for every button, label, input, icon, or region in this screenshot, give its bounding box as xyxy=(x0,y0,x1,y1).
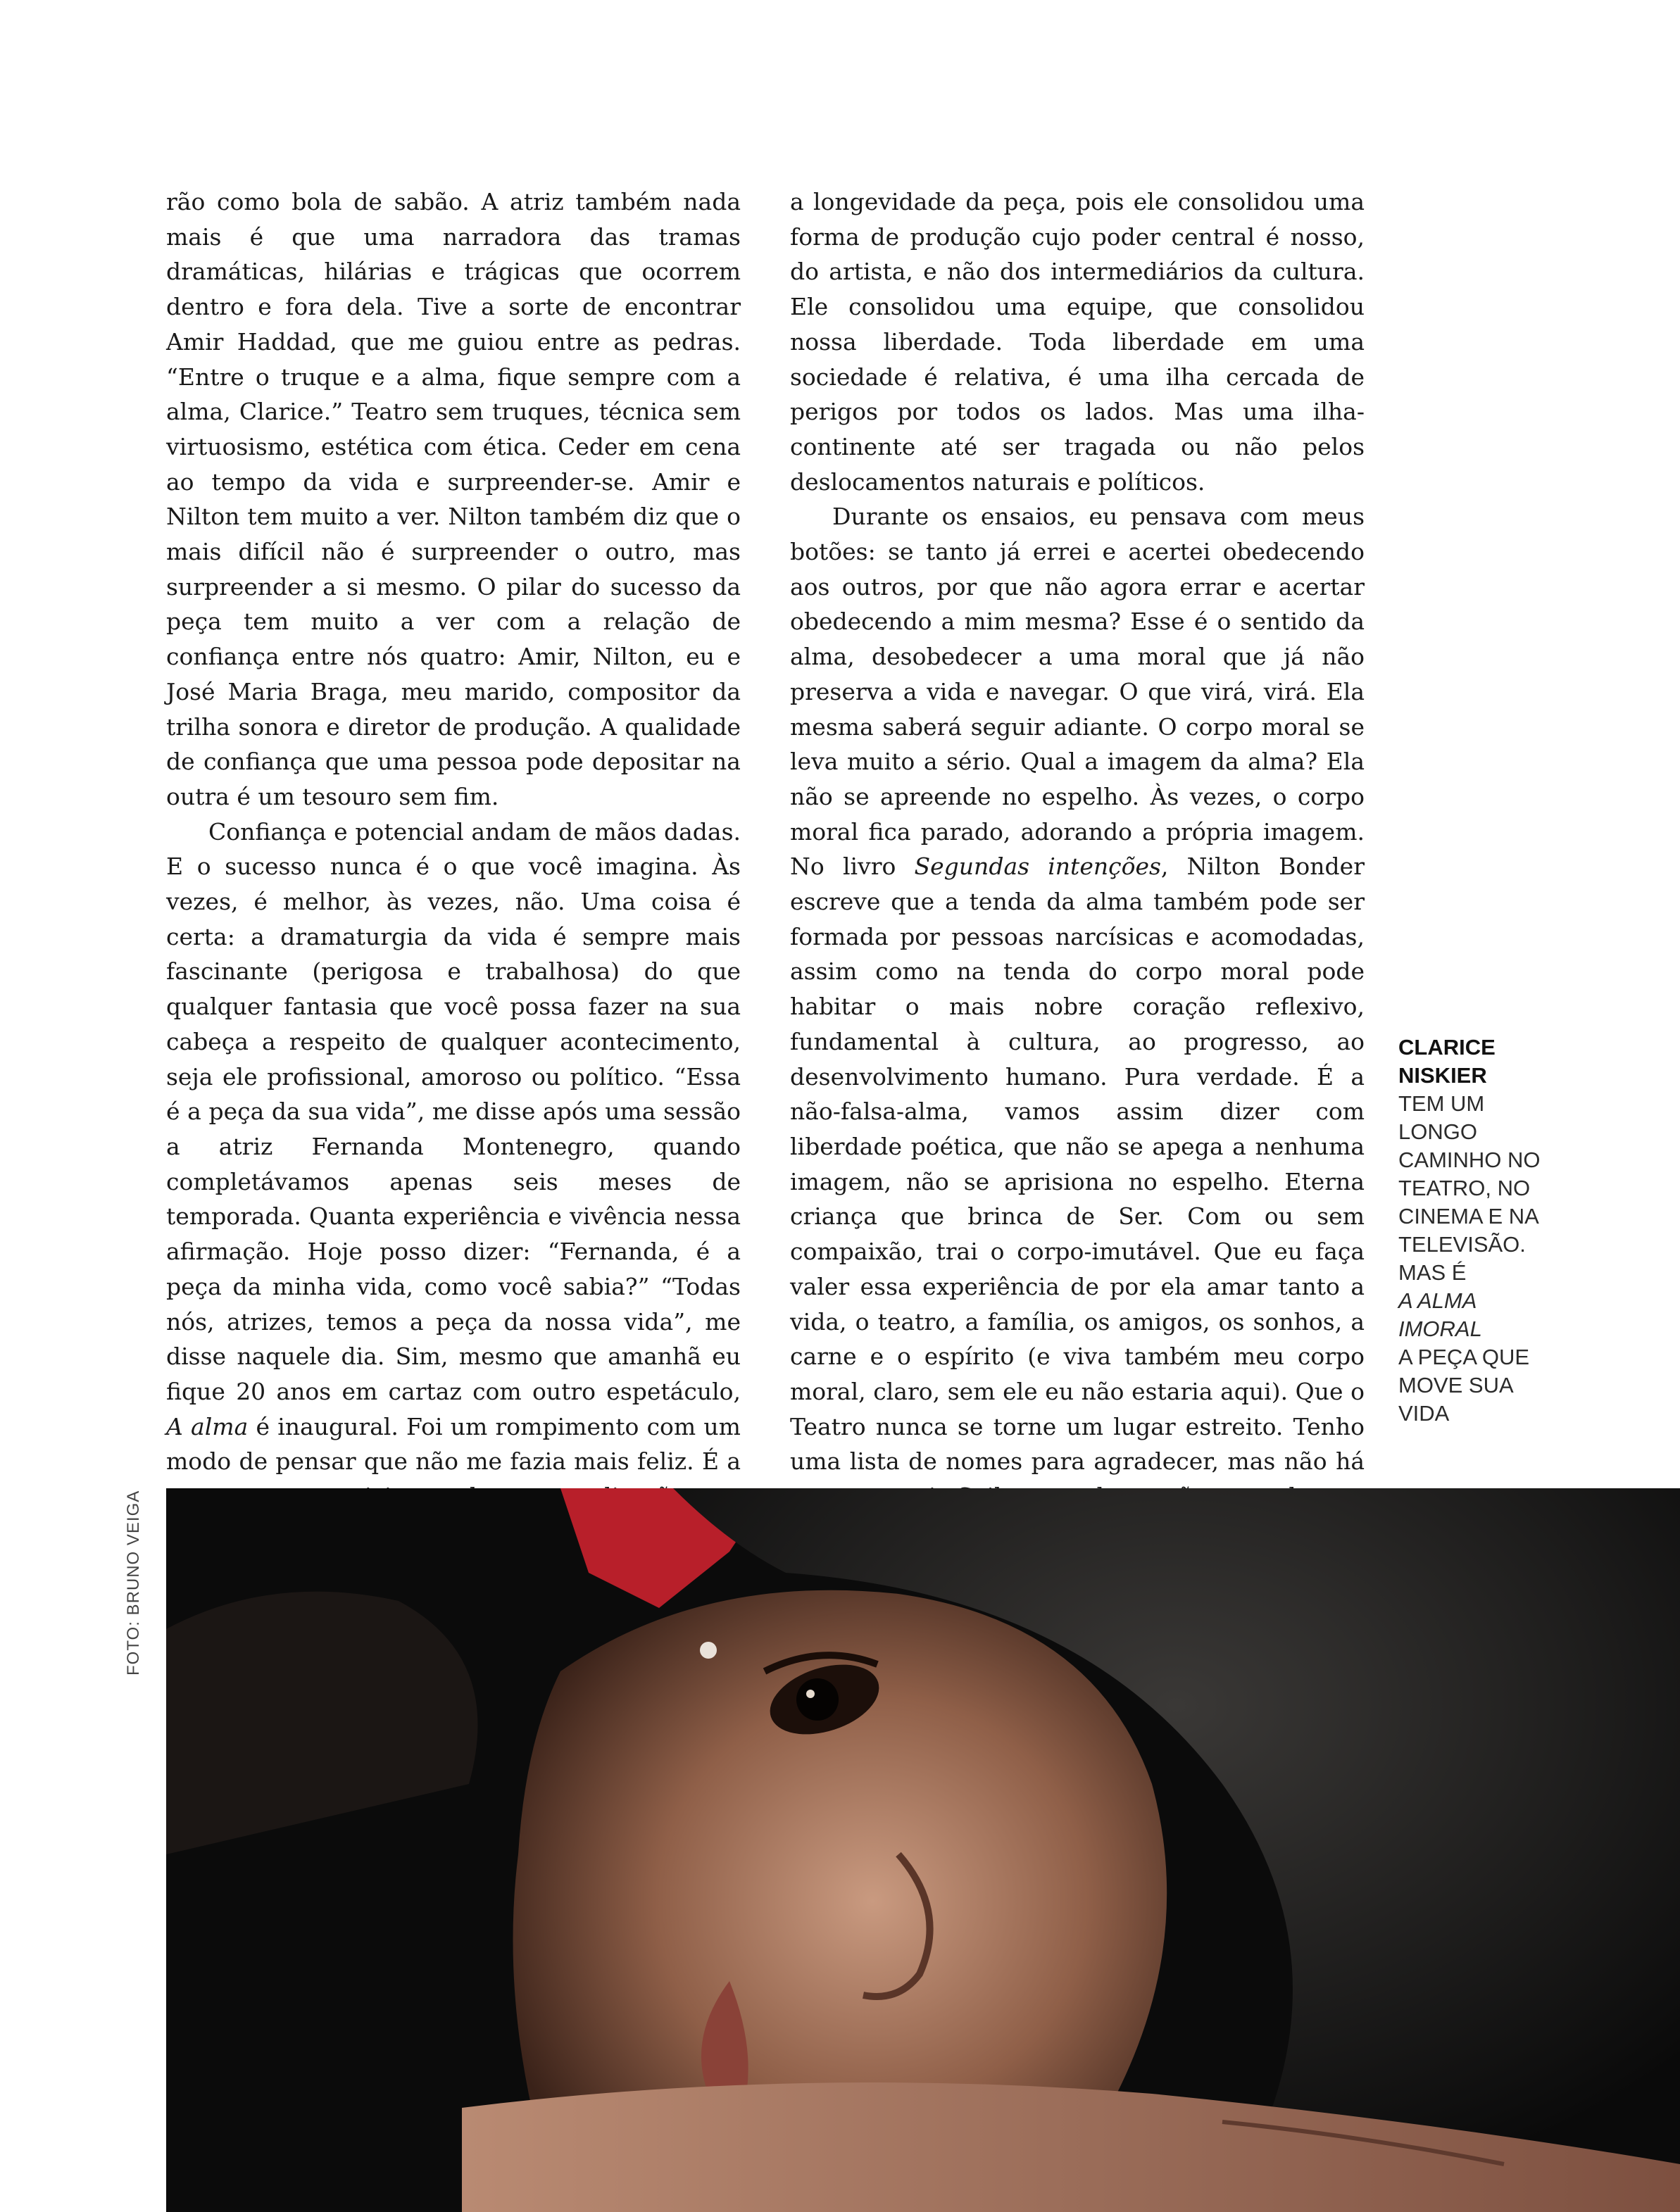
article-column-left xyxy=(166,184,741,1584)
paragraph-text: a longevidade da peça, pois ele consolidou uma forma de produção cujo poder central é nosso, do artista, e não dos intermediários da cultura. Ele consolidou uma equipe, que consolidou nossa liberdade. Toda liberdade em uma sociedade é relativa, é uma ilha cercada de perigos por todos os lados. Mas uma ilha-continente até ser tragada ou não pelos deslocamentos naturais e políticos. xyxy=(790,188,1365,496)
italic-title: Segundas intenções xyxy=(914,853,1161,881)
sidebar-play-title: A ALMA IMORAL xyxy=(1398,1288,1482,1341)
paragraph-text: , Nilton Bonder escreve que a tenda da alma também pode ser formada por pessoas narcísicas e acomodadas, assim como na tenda do corpo moral pode habitar o mais nobre coração reflexivo, fundamental à cultura, ao progresso, ao desenvolvimento humano. Pura verdade. É a não-falsa-alma, vamos assim dizer com liberdade poética, que não se apega a nenhuma imagem, não se aprisiona no espelho. Eterna criança que brinca de Ser. Com ou sem compaixão, trai o corpo-imutável. Que eu faça valer essa experiência de por ela amar tanto a vida, o teatro, a família, os amigos, os sonhos, a carne e o espírito (e viva também meu corpo moral, claro, sem ele eu não estaria aqui). Que o Teatro nunca se torne um lugar estreito. Tenho uma lista de nomes para agradecer, mas não há xyxy=(790,853,1365,1476)
paragraph-text: Confiança e potencial andam de mãos dadas. E o sucesso nunca é o que você imagina. Às vezes, é melhor, às vezes, não. Uma coisa é certa: a dramaturgia da vida é sempre mais fascinante (perigosa e trabalhosa) do que qualquer fantasia que você possa fazer na sua cabeça a respeito de qualquer acontecimento, seja ele profissional, amoroso ou político. “Essa é a peça da sua vida”, me disse após uma sessão a atriz Fernanda Montenegro, quando completávamos apenas seis meses de temporada. Quanta experiência e vivência nessa afirmação. Hoje posso dizer: “Fernanda, é a peça da minha vida, como você sabia?” “Todas nós, atrizes, temos a peça da nossa vida”, me disse naquele dia. Sim, mesmo que amanhã eu fique 20 anos em cartaz com outro espetáculo, xyxy=(166,817,741,1405)
photo-credit: FOTO: BRUNO VEIGA xyxy=(124,1490,143,1676)
paragraph-text: é inaugural. Foi um rompimento com um modo de pensar que não me fazia mais feliz. É a xyxy=(166,1412,741,1476)
sidebar-name: CLARICE NISKIER xyxy=(1398,1035,1496,1088)
italic-title: A alma xyxy=(166,1412,249,1440)
article-paragraph xyxy=(790,184,1365,499)
sidebar-text-before: TEM UM LONGO CAMINHO NO TEATRO, NO CINEMA E NA TELEVISÃO. MAS É xyxy=(1398,1091,1541,1285)
article-paragraph xyxy=(790,499,1365,1549)
article-paragraph xyxy=(166,184,741,815)
portrait-photo xyxy=(166,1488,1680,2212)
sidebar-text-after: A PEÇA QUE MOVE SUA VIDA xyxy=(1398,1345,1530,1426)
paragraph-text: Durante os ensaios, eu pensava com meus botões: se tanto já errei e acertei obedecendo aos outros, por que não agora errar e acertar obedecendo a mim mesma? Esse é o sentido da alma, desobedecer a uma moral que já não preserva a vida e navegar. O que virá, virá. Ela mesma saberá seguir adiante. O corpo moral se leva muito a sério. Qual a imagem da alma? Ela não se apreende no espelho. Às vezes, o corpo moral fica parado, adorando a própria imagem. No livro xyxy=(790,503,1365,881)
sidebar-caption xyxy=(1398,1033,1546,1428)
paragraph-text: rão como bola de sabão. A atriz também nada mais é que uma narradora das tramas dramáticas, hilárias e trágicas que ocorrem dentro e fora dela. Tive a sorte de encontrar Amir Haddad, que me guiou entre as pedras. “Entre o truque e a alma, fique sempre com a alma, Clarice.” Teatro sem truques, técnica sem virtuosismo, estética com ética. Ceder em cena ao tempo da vida e surpreender-se. Amir e Nilton tem muito a ver. Nilton também diz que o mais difícil não é surpreender o outro, mas surpreender a si mesmo. O pilar do sucesso da peça tem muito a ver com a relação de confiança entre nós quatro: Amir, Nilton, eu e José Maria Braga, meu marido, compositor da trilha sonora e diretor de produção. A qualidade de confiança que uma pessoa pode depositar na outra é um tesouro sem fim. xyxy=(166,188,741,810)
article-paragraph xyxy=(166,815,741,1584)
article-column-right xyxy=(790,184,1365,1549)
earring xyxy=(700,1642,717,1659)
portrait-illustration xyxy=(166,1488,1680,2212)
